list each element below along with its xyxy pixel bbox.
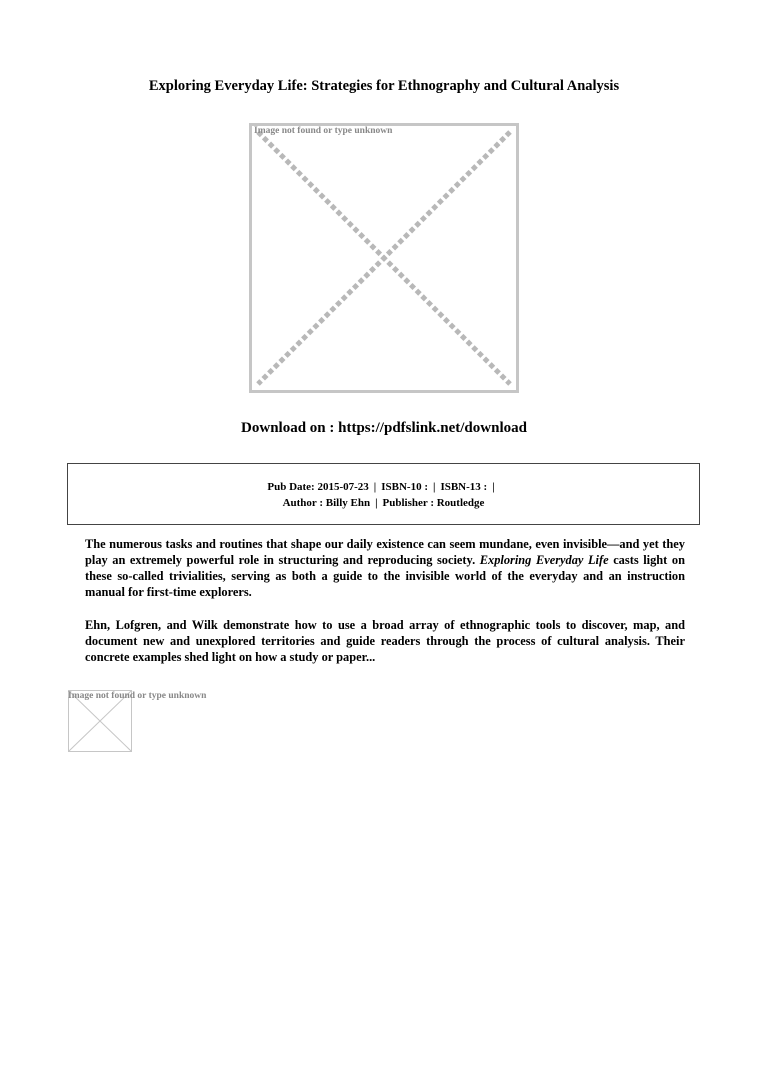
image-alt-text: Image not found or type unknown (254, 126, 393, 136)
publisher: Publisher : Routledge (382, 497, 485, 509)
broken-image-icon (252, 126, 516, 390)
separator: | (433, 481, 436, 493)
description-text: The numerous tasks and routines that shape our daily existence can seem mundane, even invisible—and yet they play an extremely powerful role in structuring and reproducing society. (85, 537, 685, 567)
isbn-13: ISBN-13 : (440, 481, 488, 493)
author: Author : Billy Ehn (282, 497, 371, 509)
separator: | (492, 481, 495, 493)
download-link[interactable]: Download on : https://pdfslink.net/download (241, 420, 527, 436)
image-alt-text: Image not found or type unknown (68, 691, 207, 701)
separator: | (373, 481, 377, 493)
pub-date: Pub Date: 2015-07-23 (267, 481, 369, 493)
isbn-10: ISBN-10 : (381, 481, 428, 493)
footer-image-placeholder (68, 690, 207, 752)
description-text: casts light on these so-called trivialities, serving as both a guide to the invisible world of the everyday and an instruction manual for first-time explorers. (85, 553, 685, 599)
book-metadata-box (67, 463, 700, 525)
document-title: Exploring Everyday Life: Strategies for Ethnography and Cultural Analysis (148, 78, 620, 94)
description-paragraph-2: Ehn, Lofgren, and Wilk demonstrate how to use a broad array of ethnographic tools to discover, map, and document new and unexplored territories and guide readers through the process of cultural analysis. Their concrete examples shed light on how a study or paper... (85, 618, 685, 664)
cover-image-placeholder (249, 123, 519, 393)
description-paragraph-1 (85, 536, 685, 600)
metadata-line-2 (68, 497, 699, 509)
separator: | (375, 497, 378, 509)
book-title-italic: Exploring Everyday Life (479, 553, 609, 567)
metadata-line-1 (68, 481, 699, 493)
